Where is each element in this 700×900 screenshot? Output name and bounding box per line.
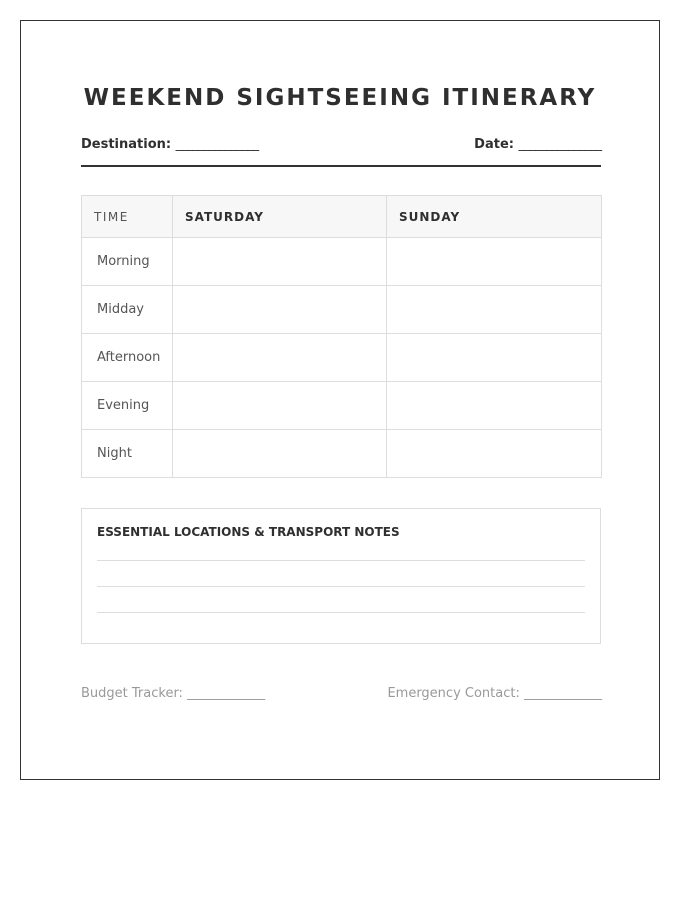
header-saturday: SATURDAY bbox=[173, 196, 387, 238]
date-blank[interactable]: _______________ bbox=[518, 137, 601, 152]
time-slot-label: Evening bbox=[82, 382, 173, 430]
table-row bbox=[82, 382, 602, 430]
sunday-cell[interactable] bbox=[387, 286, 602, 334]
emergency-contact-blank[interactable]: ______________ bbox=[524, 686, 601, 701]
table-row bbox=[82, 286, 602, 334]
sunday-cell[interactable] bbox=[387, 382, 602, 430]
header-time: TIME bbox=[82, 196, 173, 238]
destination-blank[interactable]: _______________ bbox=[175, 137, 259, 152]
table-row bbox=[82, 334, 602, 382]
time-slot-label: Midday bbox=[82, 286, 173, 334]
saturday-cell[interactable] bbox=[173, 238, 387, 286]
saturday-cell[interactable] bbox=[173, 286, 387, 334]
emergency-contact-label: Emergency Contact: bbox=[387, 686, 520, 701]
table-row bbox=[82, 238, 602, 286]
date-field[interactable] bbox=[474, 137, 601, 152]
notes-title: ESSENTIAL LOCATIONS & TRANSPORT NOTES bbox=[97, 525, 400, 539]
time-slot-label: Morning bbox=[82, 238, 173, 286]
budget-tracker-label: Budget Tracker: bbox=[81, 686, 183, 701]
schedule-header-row bbox=[82, 196, 602, 238]
date-label: Date: bbox=[474, 137, 514, 152]
saturday-cell[interactable] bbox=[173, 430, 387, 478]
saturday-cell[interactable] bbox=[173, 334, 387, 382]
time-slot-label: Night bbox=[82, 430, 173, 478]
emergency-contact-field[interactable] bbox=[387, 686, 601, 701]
budget-tracker-field[interactable] bbox=[81, 686, 264, 701]
budget-tracker-blank[interactable]: ______________ bbox=[187, 686, 265, 701]
destination-label: Destination: bbox=[81, 137, 172, 152]
note-line[interactable] bbox=[97, 560, 585, 561]
page-title: WEEKEND SIGHTSEEING ITINERARY bbox=[83, 85, 597, 111]
table-row bbox=[82, 430, 602, 478]
sunday-cell[interactable] bbox=[387, 430, 602, 478]
schedule-table bbox=[81, 195, 602, 478]
itinerary-sheet bbox=[20, 20, 660, 780]
time-slot-label: Afternoon bbox=[82, 334, 173, 382]
header-sunday: SUNDAY bbox=[387, 196, 602, 238]
note-line[interactable] bbox=[97, 586, 585, 587]
saturday-cell[interactable] bbox=[173, 382, 387, 430]
meta-row bbox=[81, 135, 601, 167]
footer bbox=[81, 686, 601, 706]
note-line[interactable] bbox=[97, 612, 585, 613]
destination-field[interactable] bbox=[81, 137, 258, 152]
sunday-cell[interactable] bbox=[387, 238, 602, 286]
sunday-cell[interactable] bbox=[387, 334, 602, 382]
notes-box[interactable] bbox=[81, 508, 601, 644]
